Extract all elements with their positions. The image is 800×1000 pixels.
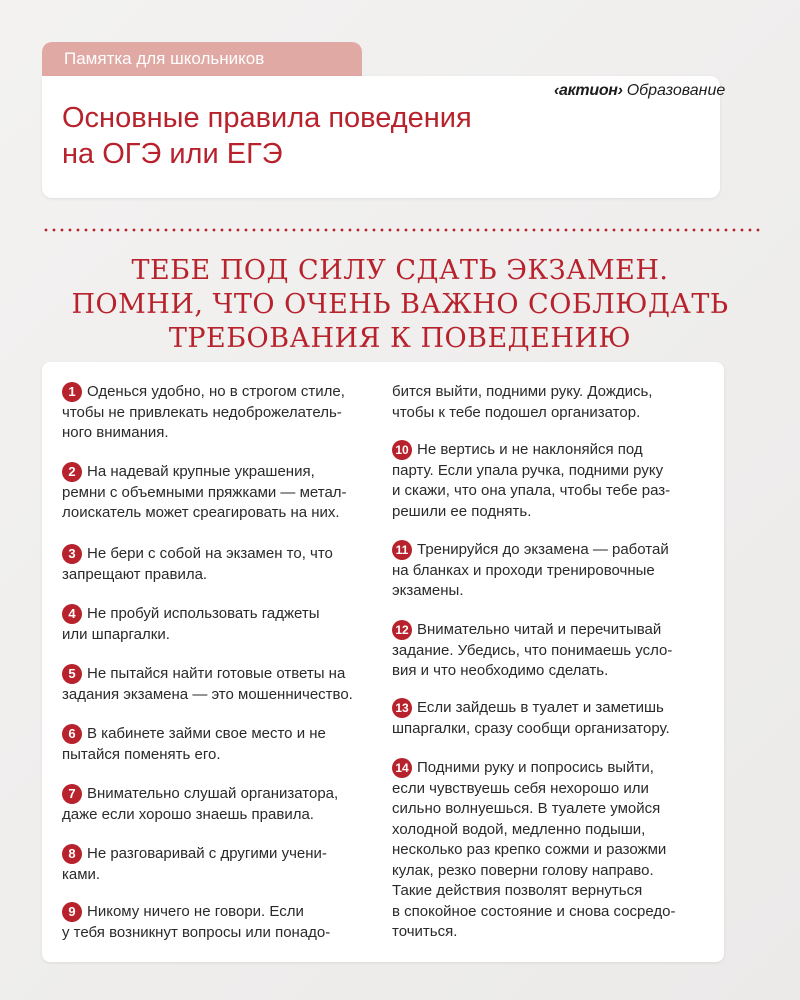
rule-text: Такие действия позволят вернуться xyxy=(392,882,643,899)
rule-text: Внимательно читай и перечитывай xyxy=(417,621,662,638)
rule-2 xyxy=(62,462,372,524)
rule-text: или шпаргалки. xyxy=(62,625,170,643)
rule-text: На надевай крупные украшения, xyxy=(87,463,315,480)
rule-text: Не бери с собой на экзамен то, что xyxy=(87,545,333,562)
rule-12 xyxy=(392,620,704,682)
rule-4 xyxy=(62,604,372,645)
header-label: Памятка для школьников xyxy=(42,42,362,76)
rule-text: Внимательно слушай организатора, xyxy=(87,785,339,802)
brand-logo-sub: Образование xyxy=(626,82,726,99)
rule-text: чтобы не привлекать недоброжелатель- xyxy=(62,403,342,421)
rule-number-badge: 10 xyxy=(392,440,412,460)
rule-text: решили ее поднять. xyxy=(392,502,532,520)
rule-text: задание. Убедись, что понимаешь усло- xyxy=(392,641,673,659)
rule-number-badge: 7 xyxy=(62,784,82,804)
rule-text: на бланках и проходи тренировочные xyxy=(392,561,655,579)
rule-text: Подними руку и попросись выйти, xyxy=(417,759,654,776)
rule-number-badge: 3 xyxy=(62,544,82,564)
rule-text: вия и что необходимо сделать. xyxy=(392,662,609,679)
rule-7 xyxy=(62,784,372,825)
rule-text: бится выйти, подними руку. Дождись, xyxy=(392,383,653,400)
rule-text: пытайся поменять его. xyxy=(62,745,221,763)
brand-logo xyxy=(554,82,725,100)
rule-text: Не разговаривай с другими учени- xyxy=(87,845,327,862)
rule-text: задания экзамена — это мошенничество. xyxy=(62,685,353,703)
slogan-line-1: ТЕБЕ ПОД СИЛУ СДАТЬ ЭКЗАМЕН. xyxy=(131,255,669,286)
rule-text: Никому ничего не говори. Если xyxy=(87,903,304,920)
rule-1 xyxy=(62,382,372,444)
rule-text: Не пытайся найти готовые ответы на xyxy=(87,665,346,682)
rule-text: Тренируйся до экзамена — работай xyxy=(417,541,669,558)
rule-text: у тебя возникнут вопросы или понадо- xyxy=(62,923,331,941)
rule-text: кулак, резко поверни голову направо. xyxy=(392,861,654,879)
brand-logo-mark: ‹актион› xyxy=(554,82,623,99)
rule-number-badge: 4 xyxy=(62,604,82,624)
title-line-2: на ОГЭ или ЕГЭ xyxy=(62,138,283,170)
rule-text: Не вертись и не наклоняйся под xyxy=(417,441,643,458)
rule-number-badge: 6 xyxy=(62,724,82,744)
dotted-divider xyxy=(42,228,760,232)
rule-text: парту. Если упала ручка, подними руку xyxy=(392,461,664,479)
slogan-line-2: ПОМНИ, ЧТО ОЧЕНЬ ВАЖНО СОБЛЮДАТЬ xyxy=(71,289,729,320)
rule-text: Оденься удобно, но в строгом стиле, xyxy=(87,383,345,400)
rule-text: несколько раз крепко сожми и разожми xyxy=(392,841,667,858)
rule-number-badge: 2 xyxy=(62,462,82,482)
rule-text: Не пробуй использовать гаджеты xyxy=(87,605,320,622)
rule-number-badge: 12 xyxy=(392,620,412,640)
rule-11 xyxy=(392,540,704,602)
rule-3 xyxy=(62,544,372,585)
rule-text: даже если хорошо знаешь правила. xyxy=(62,805,314,823)
rule-text: в спокойное состояние и снова сосредо- xyxy=(392,902,676,920)
rule-text: Если зайдешь в туалет и заметишь xyxy=(417,699,664,716)
rule-text: точиться. xyxy=(392,923,458,940)
rule-9 xyxy=(62,902,372,943)
rule-number-badge: 14 xyxy=(392,758,412,778)
rule-text: шпаргалки, сразу сообщи организатору. xyxy=(392,719,670,737)
rule-6 xyxy=(62,724,372,765)
slogan-line-3: ТРЕБОВАНИЯ К ПОВЕДЕНИЮ xyxy=(168,323,632,354)
rule-text: чтобы к тебе подошел организатор. xyxy=(392,403,641,421)
rule-8 xyxy=(62,844,372,885)
rule-text: запрещают правила. xyxy=(62,565,208,583)
rule-text: если чувствуешь себя нехорошо или xyxy=(392,779,649,797)
rule-number-badge: 5 xyxy=(62,664,82,684)
page-title xyxy=(62,100,682,172)
rule-number-badge: 1 xyxy=(62,382,82,402)
rule-9-continued xyxy=(392,382,704,423)
title-line-1: Основные правила поведения xyxy=(62,102,472,134)
rule-text: экзамены. xyxy=(392,582,464,599)
rule-number-badge: 9 xyxy=(62,902,82,922)
rule-text: холодной водой, медленно подыши, xyxy=(392,820,646,838)
rule-text: сильно волнуешься. В туалете умойся xyxy=(392,800,661,817)
rule-text: ремни с объемными пряжками — метал- xyxy=(62,483,347,501)
rule-text: ного внимания. xyxy=(62,424,169,441)
rule-text: ками. xyxy=(62,865,101,883)
rule-5 xyxy=(62,664,372,705)
rule-number-badge: 8 xyxy=(62,844,82,864)
header-card xyxy=(42,38,726,198)
rule-text: В кабинете займи свое место и не xyxy=(87,725,326,742)
slogan xyxy=(42,254,758,356)
rule-number-badge: 11 xyxy=(392,540,412,560)
rule-text: лоискатель может среагировать на них. xyxy=(62,504,340,521)
rule-number-badge: 13 xyxy=(392,698,412,718)
rules-card xyxy=(42,362,724,962)
rule-10 xyxy=(392,440,704,522)
rule-13 xyxy=(392,698,704,739)
rule-text: и скажи, что она упала, чтобы тебе раз- xyxy=(392,482,671,499)
rule-14 xyxy=(392,758,704,943)
